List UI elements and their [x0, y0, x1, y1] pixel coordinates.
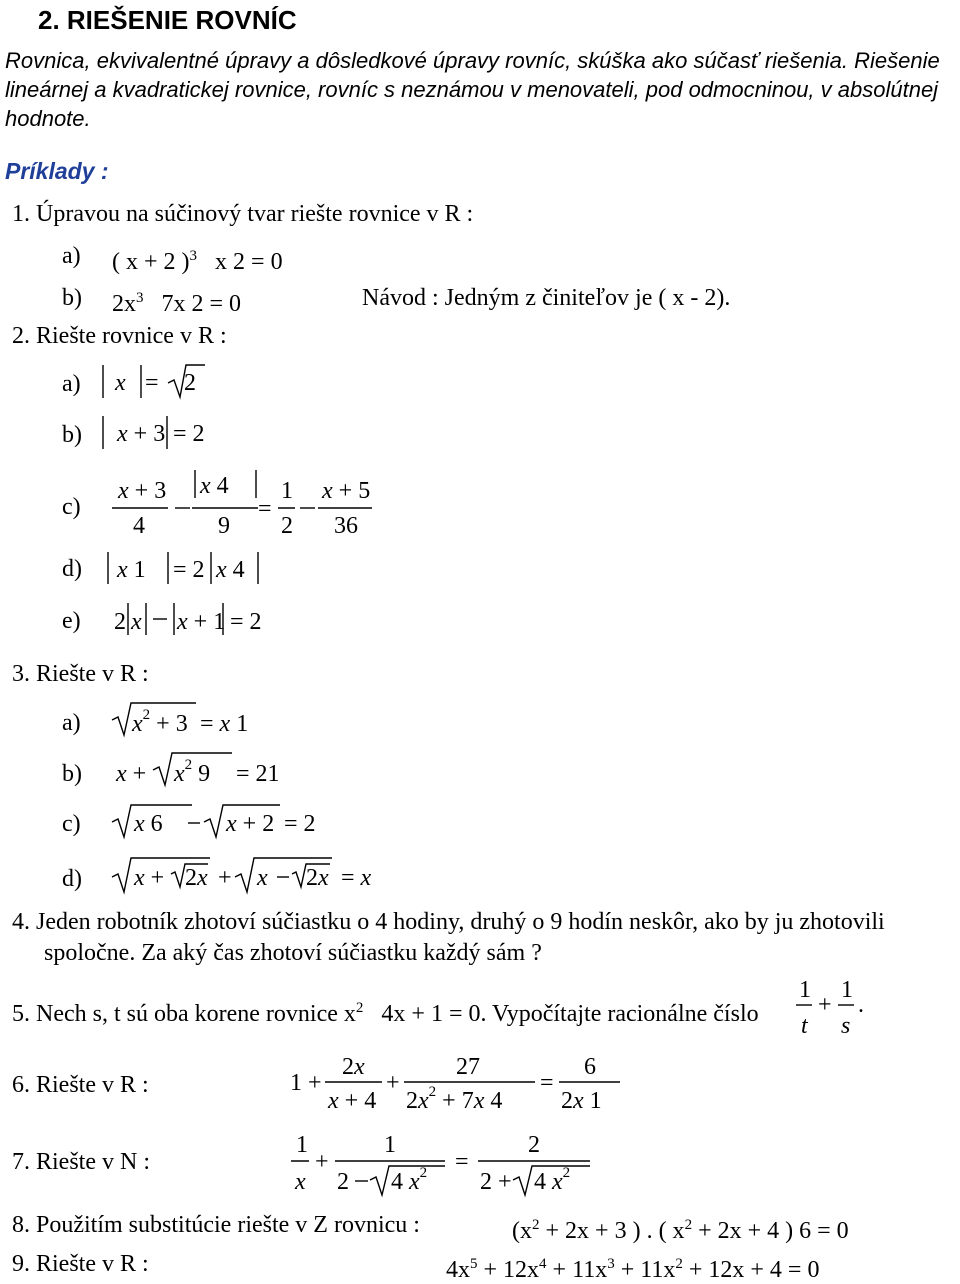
- intro-line-2: lineárnej a kvadratickej rovnice, rovníc s neznámou v menovateli, pod odmocninou, v absolútnej: [5, 77, 939, 102]
- intro-line-3: hodnote.: [5, 106, 91, 131]
- formula-2d: [108, 552, 258, 584]
- formula-5: [796, 977, 864, 1039]
- svg-text:27: 27: [456, 1054, 480, 1080]
- svg-text:x + 3: x + 3: [118, 478, 167, 504]
- problem-1b-hint: Návod : Jedným z činiteľov je ( x - 2).: [362, 285, 731, 311]
- svg-text:= x: = x: [341, 865, 372, 891]
- formula-7: [291, 1132, 590, 1195]
- svg-text:1: 1: [384, 1132, 396, 1158]
- svg-text:x: x: [295, 1169, 306, 1195]
- svg-text:=: =: [455, 1149, 469, 1175]
- examples-heading: Príklady :: [5, 158, 109, 184]
- svg-text:2: 2: [337, 1169, 349, 1195]
- svg-text:= 2: = 2: [173, 557, 205, 583]
- svg-text:x: x: [257, 865, 268, 891]
- svg-text:1: 1: [281, 478, 293, 504]
- problem-3a-label: a): [62, 710, 81, 736]
- svg-text:x2 + 3: $x^2 + 3$: [132, 707, 188, 737]
- svg-text:= x 1: = x 1: [200, 711, 249, 737]
- svg-text:2x: 2x: [342, 1054, 365, 1080]
- formula-6: [290, 1054, 620, 1114]
- svg-text:1: 1: [841, 977, 853, 1003]
- svg-text:2: 2: [114, 609, 126, 635]
- svg-text:2: 2: [184, 370, 196, 396]
- problem-9-text: 9. Riešte v R :: [12, 1251, 149, 1277]
- problem-1a-label: a): [62, 243, 81, 269]
- svg-text:= 2: = 2: [173, 421, 205, 447]
- svg-text:s: s: [841, 1013, 851, 1039]
- svg-text:+: +: [218, 865, 232, 891]
- svg-text:1 +: 1 +: [290, 1070, 322, 1096]
- svg-text:1: 1: [296, 1132, 308, 1158]
- svg-text:x +: x +: [116, 761, 147, 787]
- svg-text:=: =: [258, 496, 272, 522]
- svg-text:6: 6: [584, 1054, 596, 1080]
- problem-8-equation: ($x^2 + 2x + 3$ ) . ( $x^2 + 2x + 4$ ) 6 = 0: [512, 1217, 849, 1244]
- svg-text:+: +: [315, 1149, 329, 1175]
- formula-2b: [103, 416, 205, 449]
- problem-3c-label: c): [62, 811, 81, 837]
- formula-2a: [103, 365, 205, 398]
- problem-1a-equation: ( x + 2 )$^3$ x 2 = 0: [112, 248, 283, 275]
- problem-2-text: 2. Riešte rovnice v R :: [12, 323, 227, 349]
- problem-9-equation: $4x^5 + 12x^4 + 11x^3 + 11x^2 + 12x + 4 = 0$: [446, 1256, 820, 1283]
- problem-5-text: 5. Nech s, t sú oba korene rovnice $x^2$ 4x + 1 = 0. Vypočítajte racionálne číslo: [12, 1000, 759, 1027]
- svg-text:2: 2: [281, 513, 293, 539]
- svg-text:36: 36: [334, 513, 358, 539]
- svg-text:2x2 + 7x 4: $2x^2 + 7x$ 4: [406, 1084, 503, 1114]
- svg-text:= 2: = 2: [230, 609, 262, 635]
- svg-text:= 2: = 2: [284, 811, 316, 837]
- section-title: 2. RIEŠENIE ROVNÍC: [38, 5, 297, 35]
- svg-text:x 4: x 4: [200, 473, 229, 499]
- problem-4-line-2: spoločne. Za aký čas zhotoví súčiastku každý sám ?: [44, 940, 542, 966]
- formula-2c: [112, 470, 372, 539]
- problem-4-line-1: 4. Jeden robotník zhotoví súčiastku o 4 hodiny, druhý o 9 hodín neskôr, ako by ju zhotovili: [12, 909, 885, 935]
- svg-text:x: x: [115, 370, 126, 396]
- svg-text:4: 4: [133, 513, 145, 539]
- svg-text:.: .: [858, 992, 864, 1018]
- problem-1b-equation: $2x^3$ 7x 2 = 0: [112, 290, 242, 317]
- problem-7-text: 7. Riešte v N :: [12, 1149, 150, 1175]
- problem-2a-label: a): [62, 371, 81, 397]
- svg-text:2: 2: [528, 1132, 540, 1158]
- svg-text:+: +: [818, 992, 832, 1018]
- svg-text:x +: x +: [134, 865, 165, 891]
- svg-text:= 21: = 21: [236, 761, 280, 787]
- svg-text:1: 1: [799, 977, 811, 1003]
- problem-3b-label: b): [62, 761, 82, 787]
- svg-text:x + 2: x + 2: [226, 811, 275, 837]
- svg-text:2x: 2x: [306, 865, 329, 891]
- svg-text:x 4: x 4: [216, 557, 245, 583]
- svg-text:x + 5: x + 5: [322, 478, 371, 504]
- svg-text:t: t: [801, 1013, 808, 1039]
- problem-2d-label: d): [62, 556, 82, 582]
- svg-text:x + 4: x + 4: [328, 1088, 377, 1114]
- svg-text:=: =: [145, 370, 159, 396]
- svg-text:x: x: [131, 609, 142, 635]
- svg-text:x2 9: $x^2$ 9: [174, 757, 211, 787]
- problem-1b-label: b): [62, 285, 82, 311]
- svg-text:2x 1: 2x 1: [561, 1088, 602, 1114]
- svg-text:x + 1: x + 1: [177, 609, 226, 635]
- svg-text:=: =: [540, 1070, 554, 1096]
- problem-2b-label: b): [62, 422, 82, 448]
- svg-text:4 x2: 4 $x^2$: [534, 1165, 571, 1195]
- problem-6-text: 6. Riešte v R :: [12, 1072, 149, 1098]
- formula-3b: [115, 753, 280, 787]
- svg-text:4 x2: 4 $x^2$: [391, 1165, 428, 1195]
- svg-text:2 +: 2 +: [480, 1169, 512, 1195]
- svg-text:x 6: x 6: [134, 811, 163, 837]
- formula-3c: [112, 805, 316, 837]
- problem-2e-label: e): [62, 608, 81, 634]
- problem-1-text: 1. Úpravou na súčinový tvar riešte rovnice v R :: [12, 201, 474, 227]
- svg-text:x 1: x 1: [117, 557, 146, 583]
- problem-3-text: 3. Riešte v R :: [12, 661, 149, 687]
- formula-3a: [112, 703, 248, 737]
- problem-2c-label: c): [62, 494, 81, 520]
- problem-8-text: 8. Použitím substitúcie riešte v Z rovnicu :: [12, 1212, 420, 1238]
- formula-3d: [112, 858, 372, 892]
- svg-text:x + 3: x + 3: [117, 421, 166, 447]
- formula-2e: [114, 603, 262, 635]
- problem-3d-label: d): [62, 866, 82, 892]
- intro-line-1: Rovnica, ekvivalentné úpravy a dôsledkové úpravy rovníc, skúška ako súčasť riešenia. Riešenie: [5, 48, 940, 73]
- svg-text:2x: 2x: [185, 865, 208, 891]
- svg-text:+: +: [386, 1070, 400, 1096]
- svg-text:9: 9: [218, 513, 230, 539]
